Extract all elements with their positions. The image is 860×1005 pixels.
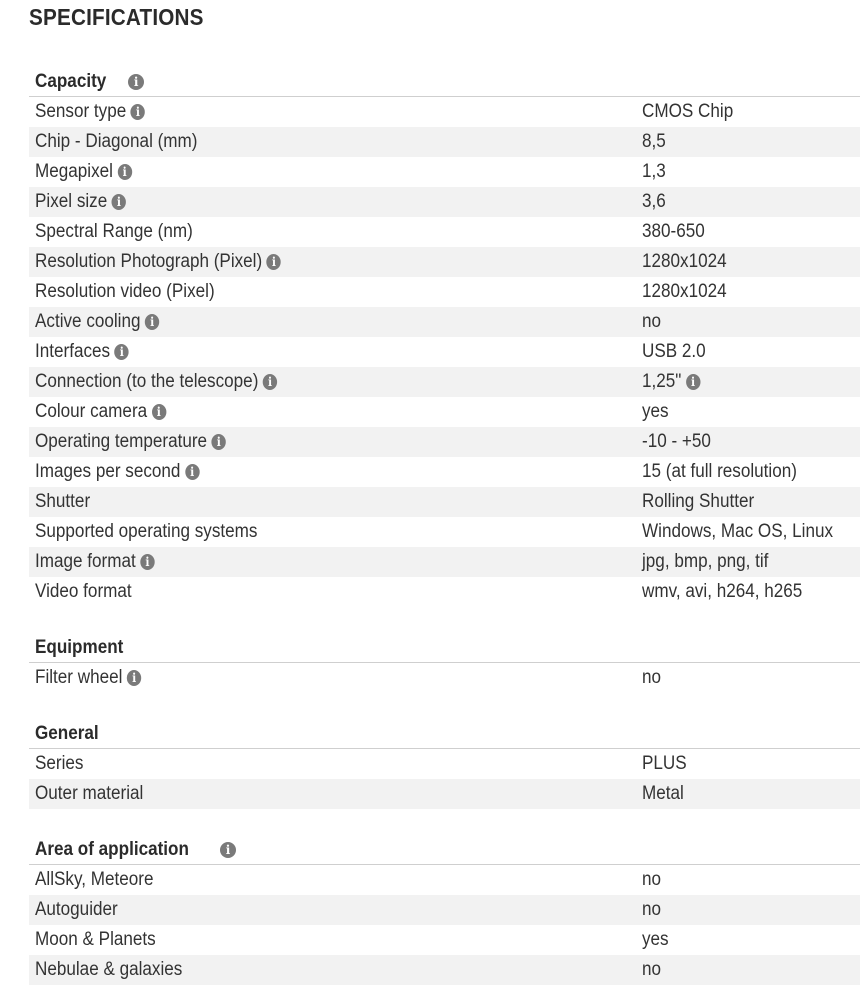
spec-label: Images per second xyxy=(35,461,181,482)
spec-label: Sensor type xyxy=(35,101,127,122)
spec-row-moon-planets xyxy=(29,925,860,955)
spec-label-cell xyxy=(35,247,281,277)
spec-label: Operating temperature xyxy=(35,431,208,452)
info-circle-icon[interactable]: i xyxy=(185,464,199,480)
section-header xyxy=(29,719,860,749)
spec-section-general xyxy=(29,719,860,809)
spec-value-cell xyxy=(642,749,687,779)
info-circle-icon[interactable]: i xyxy=(212,434,226,450)
spec-value: no xyxy=(642,667,662,688)
spec-label: Shutter xyxy=(35,491,91,512)
spec-value: wmv, avi, h264, h265 xyxy=(642,581,803,602)
section-title: Area of application xyxy=(35,838,189,860)
section-title: Equipment xyxy=(35,636,124,658)
spec-row-spectral-range-nm xyxy=(29,217,860,247)
spec-value-cell xyxy=(642,577,802,607)
info-circle-icon[interactable]: i xyxy=(115,344,129,360)
spec-value: -10 - +50 xyxy=(642,431,711,452)
info-circle-icon[interactable]: i xyxy=(140,554,154,570)
spec-value: no xyxy=(642,311,662,332)
spec-label: Interfaces xyxy=(35,341,111,362)
spec-label-cell xyxy=(35,307,159,337)
spec-row-resolution-photograph-pixel xyxy=(29,247,860,277)
spec-label-cell xyxy=(35,955,182,985)
spec-label-cell xyxy=(35,217,193,247)
info-circle-icon[interactable]: i xyxy=(128,74,144,90)
spec-row-active-cooling xyxy=(29,307,860,337)
spec-value-cell xyxy=(642,895,661,925)
spec-label-cell xyxy=(35,749,83,779)
spec-label-cell xyxy=(35,547,155,577)
spec-label: Connection (to the telescope) xyxy=(35,371,259,392)
spec-value-cell xyxy=(642,517,833,547)
spec-label: Spectral Range (nm) xyxy=(35,221,193,242)
section-header xyxy=(29,67,860,97)
spec-value: 1280x1024 xyxy=(642,281,727,302)
spec-row-operating-temperature xyxy=(29,427,860,457)
spec-row-interfaces xyxy=(29,337,860,367)
spec-label-cell xyxy=(35,367,277,397)
spec-row-supported-operating-systems xyxy=(29,517,860,547)
spec-label-cell xyxy=(35,427,226,457)
spec-value: 1,3 xyxy=(642,161,666,182)
spec-value-cell xyxy=(642,127,666,157)
spec-value: 15 (at full resolution) xyxy=(642,461,797,482)
spec-value: USB 2.0 xyxy=(642,341,706,362)
spec-row-sensor-type xyxy=(29,97,860,127)
info-circle-icon[interactable]: i xyxy=(263,374,277,390)
spec-value: PLUS xyxy=(642,753,687,774)
spec-row-colour-camera xyxy=(29,397,860,427)
spec-row-allsky-meteore xyxy=(29,865,860,895)
spec-row-filter-wheel xyxy=(29,663,860,693)
spec-value: Windows, Mac OS, Linux xyxy=(642,521,834,542)
spec-value-cell xyxy=(642,955,661,985)
spec-label: Supported operating systems xyxy=(35,521,258,542)
spec-label: Outer material xyxy=(35,783,144,804)
spec-label-cell xyxy=(35,517,257,547)
spec-label-cell xyxy=(35,277,215,307)
spec-row-chip-diagonal-mm xyxy=(29,127,860,157)
spec-value-cell xyxy=(642,217,705,247)
spec-row-connection-to-the-telescope xyxy=(29,367,860,397)
spec-label: Video format xyxy=(35,581,132,602)
info-circle-icon[interactable]: i xyxy=(117,164,131,180)
spec-section-equipment xyxy=(29,633,860,693)
spec-value-cell xyxy=(642,97,733,127)
info-circle-icon[interactable]: i xyxy=(152,404,166,420)
section-title: General xyxy=(35,722,99,744)
info-circle-icon[interactable]: i xyxy=(267,254,281,270)
spec-row-outer-material xyxy=(29,779,860,809)
spec-value: 1,25" xyxy=(642,371,682,392)
spec-row-series xyxy=(29,749,860,779)
spec-value: no xyxy=(642,959,662,980)
spec-label: Megapixel xyxy=(35,161,113,182)
spec-row-images-per-second xyxy=(29,457,860,487)
section-title: Capacity xyxy=(35,70,107,92)
spec-value: CMOS Chip xyxy=(642,101,734,122)
spec-value: no xyxy=(642,869,662,890)
page-title: SPECIFICATIONS xyxy=(29,4,204,30)
spec-value-cell xyxy=(642,457,797,487)
spec-label-cell xyxy=(35,925,156,955)
spec-value: yes xyxy=(642,929,669,950)
spec-value: 8,5 xyxy=(642,131,666,152)
spec-label-cell xyxy=(35,337,129,367)
spec-row-pixel-size xyxy=(29,187,860,217)
spec-value-cell xyxy=(642,277,727,307)
spec-value-cell xyxy=(642,337,706,367)
spec-label-cell xyxy=(35,895,118,925)
spec-label: Chip - Diagonal (mm) xyxy=(35,131,198,152)
spec-label: AllSky, Meteore xyxy=(35,869,154,890)
spec-label-cell xyxy=(35,487,90,517)
spec-label: Moon & Planets xyxy=(35,929,156,950)
spec-value-cell xyxy=(642,779,684,809)
spec-value: jpg, bmp, png, tif xyxy=(642,551,769,572)
spec-value-cell xyxy=(642,307,661,337)
spec-value-cell xyxy=(642,397,669,427)
section-header xyxy=(29,633,860,663)
spec-value-cell xyxy=(642,865,661,895)
spec-value-cell xyxy=(642,663,661,693)
spec-label-cell xyxy=(35,457,199,487)
spec-label: Autoguider xyxy=(35,899,118,920)
spec-value-cell xyxy=(642,487,754,517)
spec-value: 3,6 xyxy=(642,191,666,212)
info-circle-icon[interactable]: i xyxy=(131,104,145,120)
spec-label-cell xyxy=(35,127,197,157)
info-circle-icon[interactable]: i xyxy=(112,194,126,210)
spec-row-image-format xyxy=(29,547,860,577)
spec-value: Metal xyxy=(642,783,684,804)
spec-row-resolution-video-pixel xyxy=(29,277,860,307)
section-header xyxy=(29,835,860,865)
spec-label: Colour camera xyxy=(35,401,148,422)
spec-label-cell xyxy=(35,663,141,693)
spec-label-cell xyxy=(35,187,126,217)
info-circle-icon[interactable]: i xyxy=(686,374,700,390)
spec-label-cell xyxy=(35,577,132,607)
spec-row-megapixel xyxy=(29,157,860,187)
spec-label: Active cooling xyxy=(35,311,141,332)
spec-value: Rolling Shutter xyxy=(642,491,755,512)
spec-value-cell xyxy=(642,247,727,277)
spec-label: Image format xyxy=(35,551,136,572)
spec-row-autoguider xyxy=(29,895,860,925)
spec-row-nebulae-galaxies xyxy=(29,955,860,985)
spec-label: Resolution video (Pixel) xyxy=(35,281,215,302)
spec-value-cell xyxy=(642,187,666,217)
spec-value: no xyxy=(642,899,662,920)
spec-section-area-of-application xyxy=(29,835,860,985)
spec-label-cell xyxy=(35,97,145,127)
spec-value-cell xyxy=(642,157,666,187)
spec-value-cell xyxy=(642,925,669,955)
spec-label-cell xyxy=(35,397,166,427)
info-circle-icon[interactable]: i xyxy=(220,842,236,858)
spec-value: 1280x1024 xyxy=(642,251,727,272)
spec-value: 380-650 xyxy=(642,221,705,242)
info-circle-icon[interactable]: i xyxy=(145,314,159,330)
spec-label-cell xyxy=(35,157,132,187)
spec-label: Resolution Photograph (Pixel) xyxy=(35,251,263,272)
spec-section-capacity xyxy=(29,67,860,607)
spec-label: Pixel size xyxy=(35,191,108,212)
spec-value: yes xyxy=(642,401,669,422)
spec-label-cell xyxy=(35,779,143,809)
spec-row-video-format xyxy=(29,577,860,607)
spec-label: Filter wheel xyxy=(35,667,123,688)
spec-value-cell xyxy=(642,547,768,577)
spec-label-cell xyxy=(35,865,153,895)
info-circle-icon[interactable]: i xyxy=(127,670,141,686)
spec-value-cell xyxy=(642,367,700,397)
spec-label: Nebulae & galaxies xyxy=(35,959,183,980)
spec-label: Series xyxy=(35,753,84,774)
spec-row-shutter xyxy=(29,487,860,517)
spec-value-cell xyxy=(642,427,711,457)
